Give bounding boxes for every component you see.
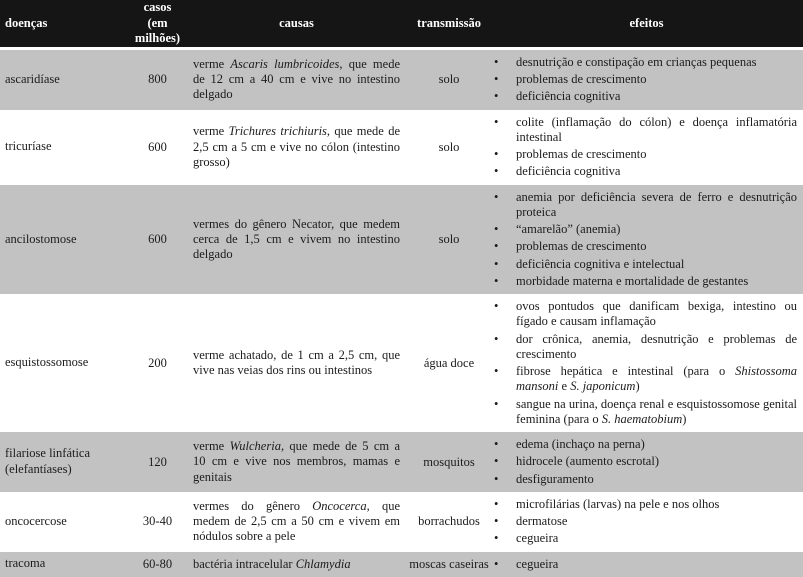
- effect-text: [516, 497, 797, 512]
- bullet-icon: •: [494, 256, 499, 271]
- table-row: [0, 50, 803, 110]
- cause-cell: [190, 557, 408, 572]
- table-row: [0, 185, 803, 295]
- effects-cell: [490, 554, 803, 575]
- effect-text: [516, 222, 797, 237]
- effect-item: [490, 557, 797, 572]
- text-segment: colite (inflamação do cólon) e doença inflamatória intestinal: [516, 114, 797, 144]
- text-segment: microfilárias (larvas) na pele e nos olhos: [516, 496, 720, 511]
- species-name: S. japonicum: [570, 379, 636, 394]
- effect-text: [516, 332, 797, 363]
- header-causes: causas: [279, 15, 314, 30]
- effects-cell: [490, 112, 803, 183]
- text-segment: dermatose: [516, 514, 568, 529]
- species-name: Ascaris lumbricoides: [230, 56, 340, 71]
- table-row: [0, 492, 803, 552]
- effect-text: [516, 557, 797, 572]
- text-segment: verme achatado, de 1 cm a 2,5 cm, que vive nas veias dos rins ou intestinos: [193, 347, 400, 378]
- transmission-cell: água doce: [423, 355, 475, 370]
- transmission-cell: borrachudos: [418, 514, 480, 529]
- cases-cell: 30-40: [142, 514, 173, 529]
- bullet-icon: •: [494, 72, 499, 87]
- cause-cell: [190, 217, 408, 263]
- cause-cell: [190, 439, 408, 485]
- header-diseases: doenças: [5, 15, 48, 30]
- effect-item: [490, 472, 797, 487]
- effect-item: [490, 332, 797, 363]
- bullet-icon: •: [494, 514, 499, 529]
- header-transmission: transmissão: [417, 15, 481, 30]
- species-name: Chlamydia: [295, 556, 351, 571]
- cause-cell: [190, 348, 408, 379]
- header-effects: efeitos: [629, 15, 664, 30]
- effect-text: [516, 257, 797, 272]
- effect-item: [490, 164, 797, 179]
- bullet-icon: •: [494, 164, 499, 179]
- bullet-icon: •: [494, 556, 499, 571]
- table-row: [0, 294, 803, 432]
- bullet-icon: •: [494, 54, 499, 69]
- effect-item: [490, 190, 797, 221]
- effect-text: [516, 55, 797, 70]
- effects-cell: [490, 434, 803, 490]
- effect-item: [490, 274, 797, 289]
- bullet-icon: •: [494, 222, 499, 237]
- transmission-cell: solo: [438, 139, 460, 154]
- bullet-icon: •: [494, 531, 499, 546]
- table-row: [0, 552, 803, 577]
- text-segment: bactéria intracelular: [193, 556, 296, 571]
- text-segment: anemia por deficiência severa de ferro e desnutrição proteica: [516, 189, 797, 219]
- text-segment: verme: [193, 56, 231, 71]
- effect-text: [516, 115, 797, 146]
- table-body: [0, 50, 803, 577]
- effect-item: [490, 514, 797, 529]
- transmission-cell: solo: [438, 72, 460, 87]
- disease-cell: tricuríase: [5, 139, 52, 154]
- text-segment: desnutrição e constipação em crianças pequenas: [516, 54, 757, 69]
- table-header-row: [0, 0, 803, 50]
- bullet-icon: •: [494, 437, 499, 452]
- bullet-icon: •: [494, 496, 499, 511]
- transmission-cell: solo: [438, 231, 460, 246]
- text-segment: , que mede de 5 cm a 10 cm e vive nos membros, mamas e genitais: [193, 439, 401, 484]
- header-cases-line1: casos: [143, 0, 172, 14]
- cases-cell: 600: [148, 231, 167, 246]
- effect-text: [516, 472, 797, 487]
- effect-text: [516, 454, 797, 469]
- bullet-icon: •: [494, 273, 499, 288]
- text-segment: sangue na urina, doença renal e esquistossomose genital feminina (para o: [516, 396, 797, 426]
- text-segment: “amarelão” (anemia): [516, 222, 621, 237]
- text-segment: hidrocele (aumento escrotal): [516, 454, 659, 469]
- species-name: Shistossoma mansoni: [516, 364, 797, 394]
- effect-item: [490, 454, 797, 469]
- effect-text: [516, 164, 797, 179]
- effects-cell: [490, 52, 803, 108]
- text-segment: edema (inchaço na perna): [516, 437, 645, 452]
- table-row: [0, 110, 803, 185]
- text-segment: verme: [193, 124, 229, 139]
- species-name: Oncocerca: [312, 498, 367, 513]
- text-segment: cegueira: [516, 531, 559, 546]
- cases-cell: 60-80: [142, 556, 173, 571]
- text-segment: e: [558, 379, 571, 394]
- bullet-icon: •: [494, 299, 499, 314]
- bullet-icon: •: [494, 239, 499, 254]
- bullet-icon: •: [494, 147, 499, 162]
- species-name: Trichures trichiuris: [228, 124, 327, 139]
- effect-text: [516, 72, 797, 87]
- text-segment: verme: [193, 439, 230, 454]
- text-segment: , que mede de 12 cm a 40 cm e vive no intestino delgado: [193, 56, 400, 102]
- transmission-cell: mosquitos: [423, 454, 475, 469]
- text-segment: , que medem de 2,5 cm a 50 cm e vivem em nódulos sobre a pele: [193, 498, 400, 544]
- header-cases: [125, 0, 190, 47]
- effect-item: [490, 531, 797, 546]
- text-segment: , que mede de 2,5 cm a 5 cm e vive no cólon (intestino grosso): [193, 124, 400, 169]
- text-segment: deficiência cognitiva: [516, 164, 621, 179]
- disease-cell: ascaridíase: [5, 71, 60, 86]
- effects-cell: [490, 187, 803, 293]
- table-row: [0, 432, 803, 492]
- effect-item: [490, 437, 797, 452]
- text-segment: morbidade materna e mortalidade de gestantes: [516, 273, 749, 288]
- effect-item: [490, 147, 797, 162]
- text-segment: desfiguramento: [516, 471, 594, 486]
- text-segment: fibrose hepática e intestinal (para o: [516, 364, 736, 379]
- disease-cell: oncocercose: [5, 513, 67, 528]
- effect-item: [490, 497, 797, 512]
- disease-cell: filariose linfática (elefantíases): [5, 446, 91, 476]
- cases-cell: 600: [148, 139, 167, 154]
- effect-item: [490, 89, 797, 104]
- effects-cell: [490, 494, 803, 550]
- bullet-icon: •: [494, 331, 499, 346]
- effect-text: [516, 274, 797, 289]
- cases-cell: 120: [148, 454, 167, 469]
- effect-item: [490, 222, 797, 237]
- effect-text: [516, 531, 797, 546]
- effect-item: [490, 364, 797, 395]
- effect-text: [516, 364, 797, 395]
- species-name: S. haematobium: [601, 411, 683, 426]
- bullet-icon: •: [494, 396, 499, 411]
- effect-text: [516, 437, 797, 452]
- header-cases-line2: (em milhões): [134, 15, 181, 46]
- effect-item: [490, 257, 797, 272]
- text-segment: dor crônica, anemia, desnutrição e problemas de crescimento: [516, 331, 797, 361]
- effect-item: [490, 55, 797, 70]
- text-segment: cegueira: [516, 556, 559, 571]
- effects-cell: [490, 296, 803, 430]
- disease-cell: ancilostomose: [5, 231, 77, 246]
- effect-item: [490, 72, 797, 87]
- species-name: Wulcheria: [229, 439, 281, 454]
- effect-text: [516, 89, 797, 104]
- effect-text: [516, 190, 797, 221]
- effect-item: [490, 239, 797, 254]
- text-segment: problemas de crescimento: [516, 72, 647, 87]
- text-segment: deficiência cognitiva e intelectual: [516, 256, 685, 271]
- effect-item: [490, 397, 797, 428]
- effect-item: [490, 115, 797, 146]
- transmission-cell: moscas caseiras: [409, 556, 489, 571]
- bullet-icon: •: [494, 189, 499, 204]
- text-segment: ): [682, 411, 687, 426]
- bullet-icon: •: [494, 471, 499, 486]
- cases-cell: 800: [148, 72, 167, 87]
- bullet-icon: •: [494, 89, 499, 104]
- text-segment: ovos pontudos que danificam bexiga, intestino ou fígado e causam inflamação: [516, 299, 797, 329]
- bullet-icon: •: [494, 114, 499, 129]
- disease-cell: esquistossomose: [5, 355, 89, 370]
- effect-text: [516, 397, 797, 428]
- cause-cell: [190, 57, 408, 103]
- bullet-icon: •: [494, 454, 499, 469]
- text-segment: problemas de crescimento: [516, 239, 647, 254]
- effect-text: [516, 147, 797, 162]
- cases-cell: 200: [148, 355, 167, 370]
- text-segment: problemas de crescimento: [516, 147, 647, 162]
- disease-cell: tracoma: [5, 556, 46, 571]
- effect-text: [516, 514, 797, 529]
- cause-cell: [190, 124, 408, 170]
- text-segment: vermes do gênero Necator, que medem cerca de 1,5 cm e vivem no intestino delgado: [193, 216, 400, 261]
- cause-cell: [190, 499, 408, 545]
- text-segment: vermes do gênero: [193, 498, 313, 513]
- text-segment: ): [635, 379, 640, 394]
- effect-text: [516, 239, 797, 254]
- bullet-icon: •: [494, 364, 499, 379]
- text-segment: deficiência cognitiva: [516, 89, 621, 104]
- effect-text: [516, 299, 797, 330]
- effect-item: [490, 299, 797, 330]
